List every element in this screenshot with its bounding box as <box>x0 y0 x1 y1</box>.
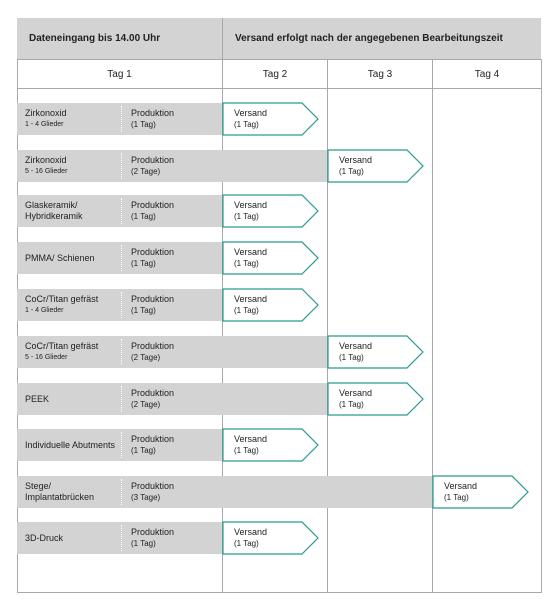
shipping-title: Versand <box>339 155 373 165</box>
production-label <box>131 150 174 182</box>
material-label <box>25 195 119 227</box>
shipping-label <box>234 429 267 461</box>
shipping-title: Versand <box>444 481 478 491</box>
material-name: Individuelle Abutments <box>25 439 116 450</box>
production-duration: (1 Tag) <box>131 539 156 548</box>
production-label <box>131 429 174 461</box>
shipping-label <box>234 195 267 227</box>
material-label <box>25 336 119 368</box>
bar-separator <box>121 198 122 224</box>
day-label: Tag 4 <box>474 68 500 80</box>
production-duration: (1 Tag) <box>131 259 156 268</box>
day-label: Tag 2 <box>262 68 288 80</box>
material-name: CoCr/Titan gefräst <box>25 341 99 351</box>
table-bottom-border <box>17 592 541 593</box>
material-name: Stege/ Implantatbrücken <box>25 481 95 502</box>
header-right-cell <box>223 18 541 59</box>
bar-separator <box>121 479 122 505</box>
material-name: CoCr/Titan gefräst <box>25 294 99 304</box>
shipping-title: Versand <box>234 200 268 210</box>
production-title: Produktion <box>131 247 175 257</box>
material-label <box>25 242 119 274</box>
production-title: Produktion <box>131 200 175 210</box>
material-name: PMMA/ Schienen <box>25 252 95 263</box>
shipping-label <box>234 289 267 321</box>
production-label <box>131 383 174 415</box>
production-title: Produktion <box>131 434 175 444</box>
material-name: Zirkonoxid <box>25 155 67 165</box>
shipping-duration: (1 Tag) <box>339 353 364 362</box>
day-row-divider <box>17 88 541 89</box>
production-duration: (1 Tag) <box>131 120 156 129</box>
production-title: Produktion <box>131 155 175 165</box>
production-label <box>131 289 174 321</box>
shipping-label <box>234 522 267 554</box>
table-right-border <box>541 59 542 593</box>
shipping-duration: (1 Tag) <box>234 539 259 548</box>
day-label: Tag 1 <box>107 68 132 80</box>
bar-separator <box>121 106 122 132</box>
table-left-border <box>17 59 18 593</box>
production-title: Produktion <box>131 108 175 118</box>
shipping-duration: (1 Tag) <box>339 167 364 176</box>
material-label <box>25 476 119 508</box>
bar-separator <box>121 432 122 458</box>
shipping-title: Versand <box>234 434 268 444</box>
bar-separator <box>121 245 122 271</box>
production-duration: (3 Tage) <box>131 493 161 502</box>
production-title: Produktion <box>131 341 175 351</box>
production-label <box>131 103 174 135</box>
shipping-duration: (1 Tag) <box>444 493 469 502</box>
shipping-label <box>339 383 372 415</box>
day-label: Tag 3 <box>367 68 393 80</box>
header-left-cell <box>17 18 222 59</box>
shipping-duration: (1 Tag) <box>234 212 259 221</box>
shipping-label <box>444 476 477 508</box>
day-header-2 <box>223 60 327 88</box>
material-name: PEEK <box>25 393 50 404</box>
production-label <box>131 195 174 227</box>
shipping-title: Versand <box>234 247 268 257</box>
bar-separator <box>121 525 122 551</box>
production-title: Produktion <box>131 527 175 537</box>
material-name: Zirkonoxid <box>25 108 67 118</box>
material-label <box>25 522 119 554</box>
production-title: Produktion <box>131 294 175 304</box>
material-range: 1 - 4 Glieder <box>25 121 64 128</box>
material-label <box>25 383 119 415</box>
shipping-title: Versand <box>234 527 268 537</box>
material-name: 3D-Druck <box>25 532 64 543</box>
material-range: 1 - 4 Glieder <box>25 307 64 314</box>
production-duration: (1 Tag) <box>131 446 156 455</box>
shipping-title: Versand <box>234 294 268 304</box>
material-label <box>25 289 119 321</box>
material-label <box>25 103 119 135</box>
divider-day2-day3 <box>327 59 328 593</box>
divider-day3-day4 <box>432 59 433 593</box>
production-label <box>131 476 174 508</box>
header-left-label: Dateneingang bis 14.00 Uhr <box>29 33 161 44</box>
shipping-duration: (1 Tag) <box>234 446 259 455</box>
material-name: Glaskeramik/ Hybridkeramik <box>25 200 83 221</box>
shipping-label <box>234 242 267 274</box>
header-bottom-divider <box>17 59 541 60</box>
shipping-title: Versand <box>339 341 373 351</box>
production-label <box>131 522 174 554</box>
material-label <box>25 429 119 461</box>
shipping-label <box>339 150 372 182</box>
bar-separator <box>121 386 122 412</box>
material-range: 5 - 16 Glieder <box>25 168 68 175</box>
production-duration: (2 Tage) <box>131 167 161 176</box>
shipping-label <box>339 336 372 368</box>
production-label <box>131 242 174 274</box>
production-title: Produktion <box>131 481 175 491</box>
production-duration: (1 Tag) <box>131 306 156 315</box>
production-duration: (1 Tag) <box>131 212 156 221</box>
header-right-label: Versand erfolgt nach der angegebenen Bearbeitungszeit <box>235 33 503 44</box>
production-label <box>131 336 174 368</box>
shipping-duration: (1 Tag) <box>234 306 259 315</box>
shipping-label <box>234 103 267 135</box>
bar-separator <box>121 339 122 365</box>
production-title: Produktion <box>131 388 175 398</box>
shipping-duration: (1 Tag) <box>234 259 259 268</box>
day-header-4 <box>433 60 541 88</box>
material-range: 5 - 16 Glieder <box>25 354 68 361</box>
shipping-duration: (1 Tag) <box>339 400 364 409</box>
shipping-duration: (1 Tag) <box>234 120 259 129</box>
production-duration: (2 Tage) <box>131 353 161 362</box>
shipping-title: Versand <box>234 108 268 118</box>
day-header-1 <box>17 60 222 88</box>
day-header-3 <box>328 60 432 88</box>
bar-separator <box>121 292 122 318</box>
production-duration: (2 Tage) <box>131 400 161 409</box>
shipping-title: Versand <box>339 388 373 398</box>
material-label <box>25 150 119 182</box>
bar-separator <box>121 153 122 179</box>
